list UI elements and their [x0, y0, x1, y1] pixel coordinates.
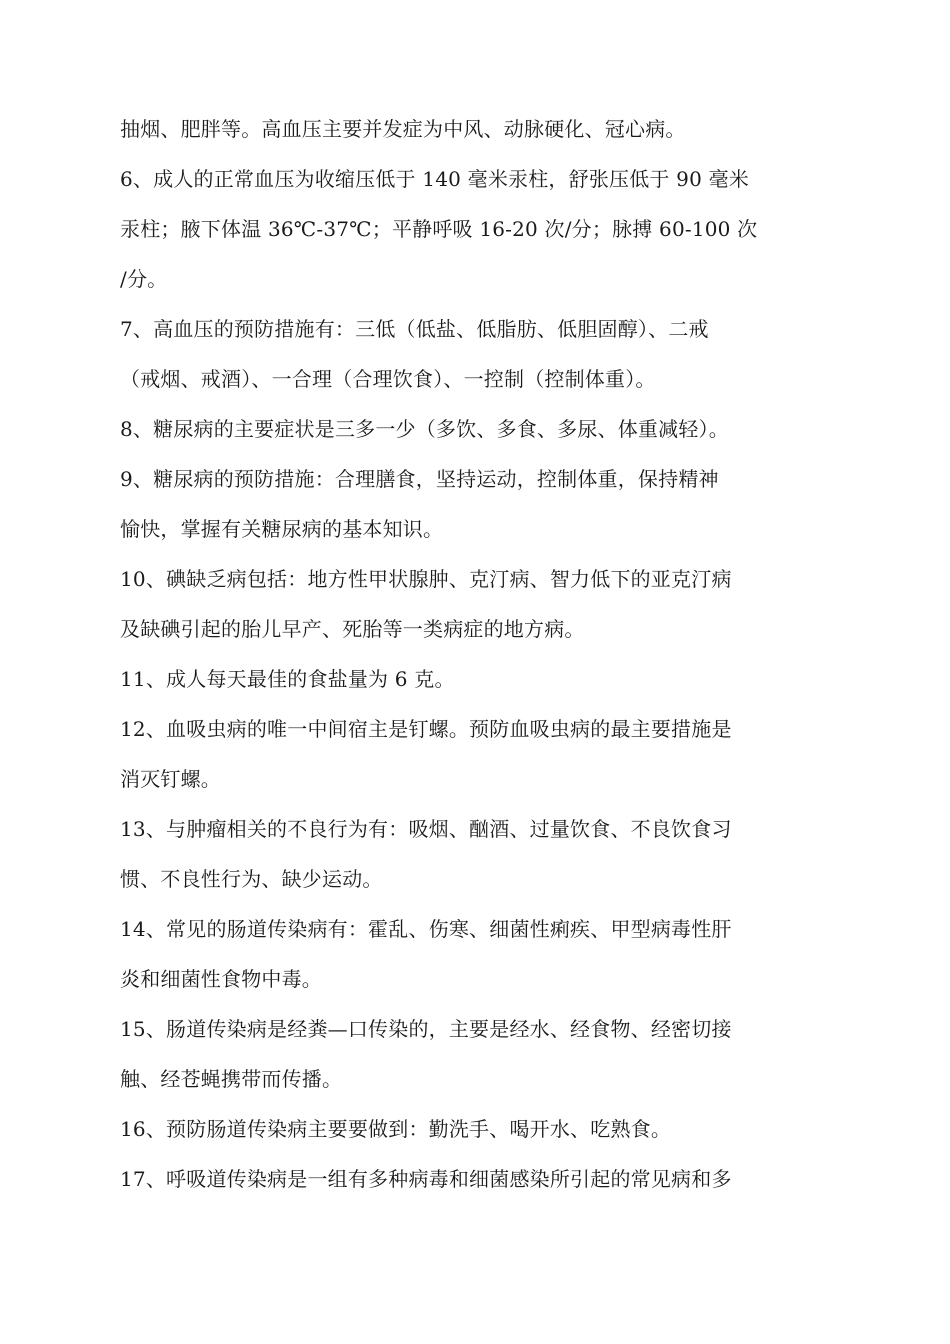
text-line: 14、常见的肠道传染病有：霍乱、伤寒、细菌性痢疾、甲型病毒性肝: [120, 917, 732, 941]
text-line: 6、成人的正常血压为收缩压低于 140 毫米汞柱，舒张压低于 90 毫米: [120, 167, 749, 191]
text-line: 17、呼吸道传染病是一组有多种病毒和细菌感染所引起的常见病和多: [120, 1167, 732, 1191]
text-line: 愉快，掌握有关糖尿病的基本知识。: [120, 517, 444, 541]
text-line: 11、成人每天最佳的食盐量为 6 克。: [120, 667, 455, 691]
text-line: 15、肠道传染病是经粪—口传染的，主要是经水、经食物、经密切接: [120, 1017, 732, 1041]
text-line: 惯、不良性行为、缺少运动。: [120, 867, 383, 891]
text-line: 7、高血压的预防措施有：三低（低盐、低脂肪、低胆固醇）、二戒: [120, 317, 709, 341]
text-line: 消灭钉螺。: [120, 767, 221, 791]
text-line: 13、与肿瘤相关的不良行为有：吸烟、酗酒、过量饮食、不良饮食习: [120, 817, 732, 841]
text-line: 16、预防肠道传染病主要要做到：勤洗手、喝开水、吃熟食。: [120, 1117, 672, 1141]
text-line: （戒烟、戒酒）、一合理（合理饮食）、一控制（控制体重）。: [120, 367, 656, 391]
text-line: 汞柱；腋下体温 36℃-37℃；平静呼吸 16-20 次/分；脉搏 60-100 次: [120, 217, 758, 241]
text-line: 抽烟、肥胖等。高血压主要并发症为中风、动脉硬化、冠心病。: [120, 117, 686, 141]
text-line: 10、碘缺乏病包括：地方性甲状腺肿、克汀病、智力低下的亚克汀病: [120, 567, 732, 591]
text-line: 8、糖尿病的主要症状是三多一少（多饮、多食、多尿、体重减轻）。: [120, 417, 729, 441]
text-line: 及缺碘引起的胎儿早产、死胎等一类病症的地方病。: [120, 617, 585, 641]
text-line: /分。: [120, 267, 168, 291]
text-line: 9、糖尿病的预防措施：合理膳食，坚持运动，控制体重，保持精神: [120, 467, 719, 491]
text-line: 触、经苍蝇携带而传播。: [120, 1067, 343, 1091]
document-body: [120, 104, 792, 1204]
text-line: 12、血吸虫病的唯一中间宿主是钉螺。预防血吸虫病的最主要措施是: [120, 717, 732, 741]
text-line: 炎和细菌性食物中毒。: [120, 967, 322, 991]
